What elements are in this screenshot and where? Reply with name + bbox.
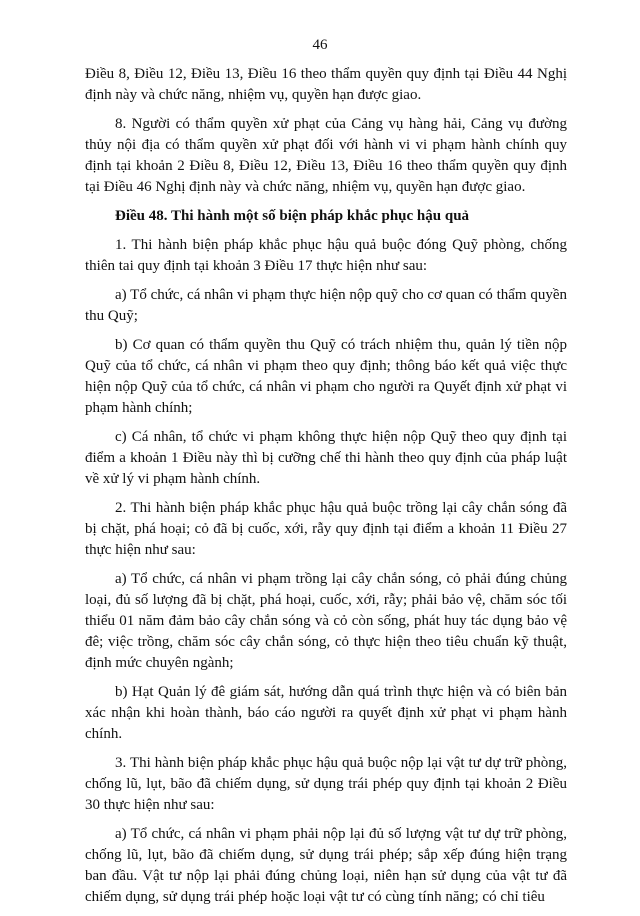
page-number: 46 (312, 37, 328, 53)
paragraph-clause-1b: b) Cơ quan có thẩm quyền thu Quỹ có trách nhiệm thu, quản lý tiền nộp Quỹ của tổ chức, cá nhân vi phạm theo quy định; thông báo kết quả việc thực hiện nộp Quỹ của tổ chức, cá nhân vi phạm cho người ra Quyết định xử phạt vi phạm hành chính; (85, 337, 567, 416)
paragraph-clause-2b: b) Hạt Quản lý đê giám sát, hướng dẫn quá trình thực hiện và có biên bản xác nhận khi hoàn thành, báo cáo người ra quyết định xử phạt vi phạm hành chính. (85, 684, 567, 742)
paragraph-clause-3a: a) Tổ chức, cá nhân vi phạm phải nộp lại đủ số lượng vật tư dự trữ phòng, chống lũ, lụt, bão đã chiếm dụng, sử dụng trái phép; sắp xếp đúng hiện trạng ban đầu. Vật tư nộp lại phải đúng chủng loại, niên hạn sử dụng của vật tư đã chiếm dụng, sử dụng trái phép hoặc loại vật tư có cùng tính năng; có chỉ tiêu (85, 826, 567, 905)
paragraph-clause-1a: a) Tổ chức, cá nhân vi phạm thực hiện nộp quỹ cho cơ quan có thẩm quyền thu Quỹ; (85, 287, 567, 324)
document-body (85, 64, 567, 916)
paragraph-clause-1c: c) Cá nhân, tổ chức vi phạm không thực hiện nộp Quỹ theo quy định tại điểm a khoản 1 Điều này thì bị cưỡng chế thi hành theo quy định của pháp luật về xử lý vi phạm hành chính. (85, 429, 567, 487)
paragraph-clause-1: 1. Thi hành biện pháp khắc phục hậu quả buộc đóng Quỹ phòng, chống thiên tai quy định tại khoản 3 Điều 17 thực hiện như sau: (85, 237, 567, 274)
paragraph-continuation: Điều 8, Điều 12, Điều 13, Điều 16 theo thẩm quyền quy định tại Điều 44 Nghị định này và chức năng, nhiệm vụ, quyền hạn được giao. (85, 66, 567, 103)
paragraph-clause-3: 3. Thi hành biện pháp khắc phục hậu quả buộc nộp lại vật tư dự trữ phòng, chống lũ, lụt, bão đã chiếm dụng, sử dụng trái phép quy định tại khoản 2 Điều 30 thực hiện như sau: (85, 755, 567, 813)
article-48-heading: Điều 48. Thi hành một số biện pháp khắc phục hậu quả (115, 208, 470, 224)
paragraph-clause-8: 8. Người có thẩm quyền xử phạt của Cảng vụ hàng hải, Cảng vụ đường thủy nội địa có thẩm quyền xử phạt đối với hành vi vi phạm hành chính quy định tại khoản 2 Điều 8, Điều 12, Điều 13, Điều 16 theo thẩm quyền quy định tại Điều 46 Nghị định này và chức năng, nhiệm vụ, quyền hạn được giao. (85, 116, 567, 195)
paragraph-clause-2: 2. Thi hành biện pháp khắc phục hậu quả buộc trồng lại cây chắn sóng đã bị chặt, phá hoại; cỏ đã bị cuốc, xới, rẫy quy định tại điểm a khoản 11 Điều 27 thực hiện như sau: (85, 500, 567, 558)
paragraph-clause-2a: a) Tổ chức, cá nhân vi phạm trồng lại cây chắn sóng, cỏ phải đúng chủng loại, đủ số lượng đã bị chặt, phá hoại, cuốc, xới, rẫy; phải bảo vệ, chăm sóc tối thiểu 01 năm đảm bảo cây chắn sóng và cỏ còn sống, phát huy tác dụng bảo vệ đê; việc trồng, chăm sóc cây chắn sóng, cỏ thực hiện theo tiêu chuẩn kỹ thuật, định mức chuyên ngành; (85, 571, 567, 671)
